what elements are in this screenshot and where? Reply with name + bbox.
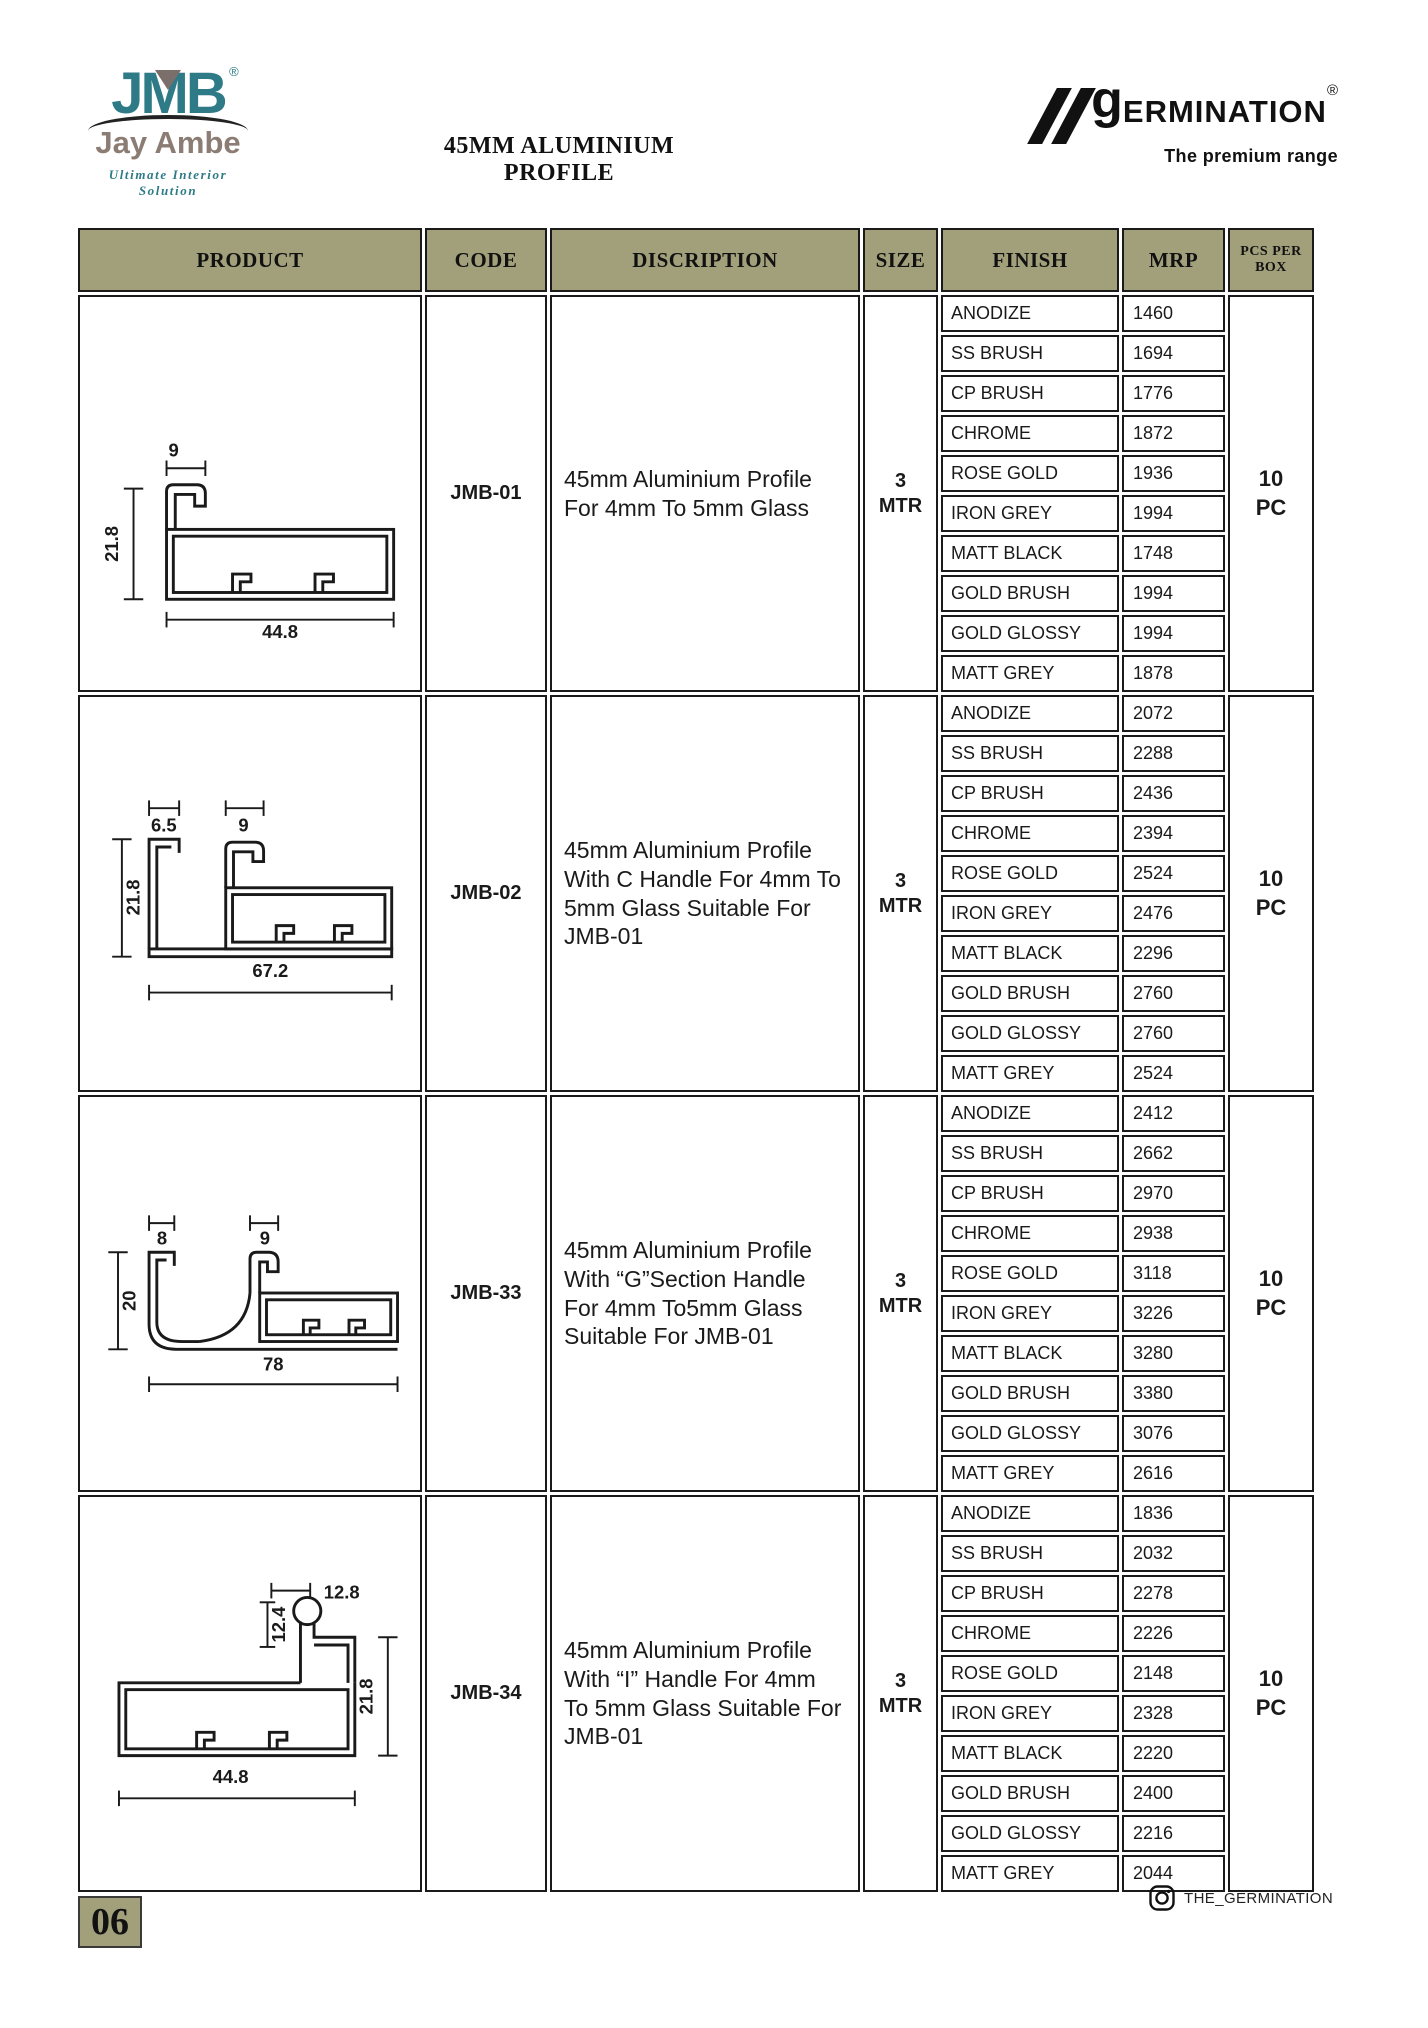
- pcs-per-box: [1228, 295, 1314, 692]
- finish-name: SS BRUSH: [951, 743, 1044, 763]
- page-number-badge: 06: [78, 1896, 142, 1948]
- mrp-value: 1836: [1133, 1503, 1174, 1523]
- mrp-value: 3226: [1133, 1303, 1174, 1323]
- finish-mrp-list: [941, 1095, 1225, 1492]
- finish-mrp-row: [941, 495, 1225, 532]
- finish-name-cell: [941, 815, 1119, 852]
- page-title: 45MM ALUMINIUM PROFILE: [443, 133, 675, 186]
- finish-name-cell: [941, 695, 1119, 732]
- finish-name: ROSE GOLD: [951, 463, 1059, 483]
- finish-mrp-row: [941, 775, 1225, 812]
- dim-label: 44.8: [212, 1765, 249, 1787]
- finish-mrp-row: [941, 735, 1225, 772]
- mrp-value-cell: [1122, 295, 1225, 332]
- finish-name: MATT GREY: [951, 1863, 1055, 1883]
- finish-mrp-list: [941, 1495, 1225, 1892]
- finish-name: CHROME: [951, 1223, 1031, 1243]
- finish-mrp-row: [941, 1615, 1225, 1652]
- dim-label: 78: [263, 1353, 284, 1375]
- size-unit: MTR: [878, 494, 923, 517]
- finish-name-cell: [941, 1215, 1119, 1252]
- mrp-value: 3118: [1133, 1263, 1172, 1283]
- mrp-value: 2524: [1133, 1063, 1174, 1083]
- pcs-value: 10: [1258, 465, 1284, 491]
- finish-mrp-list: [941, 295, 1225, 692]
- profile-drawing-jmb-02: [85, 781, 415, 1006]
- finish-mrp-row: [941, 1375, 1225, 1412]
- finish-name-cell: [941, 855, 1119, 892]
- mrp-value: 2662: [1133, 1143, 1174, 1163]
- pcs-value: 10: [1258, 1665, 1284, 1691]
- finish-name: MATT BLACK: [951, 1343, 1063, 1363]
- mrp-value-cell: [1122, 855, 1225, 892]
- jmb-logo: [82, 61, 254, 199]
- finish-mrp-row: [941, 1015, 1225, 1052]
- header-size: SIZE: [863, 228, 938, 292]
- finish-name-cell: [941, 1135, 1119, 1172]
- dim-label: 8: [156, 1227, 168, 1249]
- instagram-handle: [1148, 1884, 1333, 1912]
- instagram-handle-label: THE_GERMINATION: [1184, 1889, 1334, 1907]
- finish-name-cell: [941, 655, 1119, 692]
- finish-mrp-list: [941, 695, 1225, 1092]
- mrp-value: 1776: [1133, 383, 1174, 403]
- finish-name: MATT BLACK: [951, 943, 1063, 963]
- finish-name-cell: [941, 495, 1119, 532]
- finish-mrp-row: [941, 1295, 1225, 1332]
- finish-name-cell: [941, 575, 1119, 612]
- product-size: [863, 695, 938, 1092]
- finish-name: ANODIZE: [951, 303, 1032, 323]
- mrp-value-cell: [1122, 935, 1225, 972]
- finish-name-cell: [941, 1775, 1119, 1812]
- mrp-value: 2226: [1133, 1623, 1174, 1643]
- dim-label: 9: [238, 814, 249, 836]
- table-header-row: [78, 228, 1332, 292]
- size-value: 3: [894, 1669, 907, 1692]
- product-description: 45mm Aluminium Profile With C Handle For 4mm To 5mm Glass Suitable For JMB-01: [550, 695, 860, 1092]
- finish-name-cell: [941, 1455, 1119, 1492]
- finish-name-cell: [941, 1575, 1119, 1612]
- finish-name-cell: [941, 1055, 1119, 1092]
- finish-name-cell: [941, 1535, 1119, 1572]
- registered-mark: ®: [229, 64, 239, 79]
- finish-mrp-row: [941, 975, 1225, 1012]
- mrp-value: 1936: [1133, 463, 1174, 483]
- finish-mrp-row: [941, 895, 1225, 932]
- finish-name-cell: [941, 1655, 1119, 1692]
- pcs-unit: PC: [1255, 1294, 1287, 1320]
- mrp-value-cell: [1122, 1095, 1225, 1132]
- product-size: [863, 295, 938, 692]
- finish-name: GOLD GLOSSY: [951, 623, 1082, 643]
- mrp-value: 2394: [1133, 823, 1174, 843]
- mrp-value: 2938: [1133, 1223, 1174, 1243]
- finish-mrp-row: [941, 695, 1225, 732]
- table-row: [78, 1095, 1332, 1492]
- jmb-tagline: Ultimate Interior Solution: [108, 167, 228, 199]
- dim-label: 20: [118, 1290, 140, 1311]
- dim-label: 44.8: [262, 621, 299, 642]
- dim-label: 6.5: [151, 814, 177, 836]
- finish-mrp-row: [941, 455, 1225, 492]
- mrp-value-cell: [1122, 1175, 1225, 1212]
- dim-label: 9: [259, 1227, 270, 1249]
- mrp-value-cell: [1122, 1375, 1225, 1412]
- finish-name: CHROME: [951, 1623, 1031, 1643]
- mrp-value-cell: [1122, 1455, 1225, 1492]
- finish-mrp-row: [941, 1495, 1225, 1532]
- finish-name-cell: [941, 375, 1119, 412]
- mrp-value-cell: [1122, 1655, 1225, 1692]
- mrp-value: 1694: [1133, 343, 1174, 363]
- mrp-value-cell: [1122, 1575, 1225, 1612]
- product-drawing-cell: [78, 1495, 422, 1892]
- pcs-unit: PC: [1255, 894, 1287, 920]
- mrp-value-cell: [1122, 1015, 1225, 1052]
- pcs-per-box: [1228, 695, 1314, 1092]
- mrp-value-cell: [1122, 1495, 1225, 1532]
- finish-mrp-row: [941, 1415, 1225, 1452]
- finish-name: GOLD BRUSH: [951, 583, 1071, 603]
- mrp-value-cell: [1122, 895, 1225, 932]
- finish-name-cell: [941, 1855, 1119, 1892]
- mrp-value-cell: [1122, 1775, 1225, 1812]
- mrp-value: 3280: [1133, 1343, 1174, 1363]
- mrp-value: 1460: [1133, 303, 1174, 323]
- finish-name: CP BRUSH: [951, 383, 1044, 403]
- pcs-unit: PC: [1255, 494, 1287, 520]
- mrp-value-cell: [1122, 1295, 1225, 1332]
- finish-name: SS BRUSH: [951, 1543, 1044, 1563]
- mrp-value: 1994: [1133, 503, 1174, 523]
- finish-name: GOLD BRUSH: [951, 1783, 1071, 1803]
- finish-mrp-row: [941, 1335, 1225, 1372]
- pcs-value: 10: [1258, 865, 1284, 891]
- finish-name: IRON GREY: [951, 1303, 1053, 1323]
- finish-mrp-row: [941, 335, 1225, 372]
- mrp-value-cell: [1122, 1735, 1225, 1772]
- finish-name-cell: [941, 1695, 1119, 1732]
- finish-name: MATT GREY: [951, 663, 1055, 683]
- header-discription: DISCRIPTION: [550, 228, 860, 292]
- mrp-value: 2148: [1133, 1663, 1174, 1683]
- finish-name-cell: [941, 775, 1119, 812]
- mrp-value-cell: [1122, 1255, 1225, 1292]
- finish-name-cell: [941, 1095, 1119, 1132]
- size-unit: MTR: [878, 1694, 923, 1717]
- finish-mrp-row: [941, 1055, 1225, 1092]
- mrp-value-cell: [1122, 575, 1225, 612]
- product-drawing-cell: [78, 295, 422, 692]
- finish-mrp-row: [941, 1815, 1225, 1852]
- header-code: CODE: [425, 228, 547, 292]
- mrp-value: 2760: [1133, 983, 1174, 1003]
- mrp-value-cell: [1122, 1815, 1225, 1852]
- finish-mrp-row: [941, 655, 1225, 692]
- mrp-value: 2616: [1133, 1463, 1174, 1483]
- finish-name-cell: [941, 295, 1119, 332]
- dim-label: 67.2: [252, 959, 289, 981]
- finish-mrp-row: [941, 1455, 1225, 1492]
- product-size: [863, 1495, 938, 1892]
- mrp-value-cell: [1122, 1215, 1225, 1252]
- mrp-value-cell: [1122, 335, 1225, 372]
- finish-name-cell: [941, 1815, 1119, 1852]
- mrp-value: 2220: [1133, 1743, 1174, 1763]
- finish-mrp-row: [941, 1135, 1225, 1172]
- finish-name: SS BRUSH: [951, 1143, 1044, 1163]
- mrp-value: 1872: [1133, 423, 1174, 443]
- finish-name: CHROME: [951, 823, 1031, 843]
- finish-mrp-row: [941, 1655, 1225, 1692]
- dim-label: 9: [168, 440, 179, 462]
- mrp-value-cell: [1122, 1055, 1225, 1092]
- finish-mrp-row: [941, 575, 1225, 612]
- finish-name: GOLD BRUSH: [951, 1383, 1071, 1403]
- mrp-value-cell: [1122, 1615, 1225, 1652]
- registered-mark: ®: [1326, 82, 1338, 99]
- finish-name-cell: [941, 1415, 1119, 1452]
- finish-mrp-row: [941, 1775, 1225, 1812]
- mrp-value: 2328: [1133, 1703, 1174, 1723]
- finish-name-cell: [941, 1495, 1119, 1532]
- finish-name: ROSE GOLD: [951, 1263, 1059, 1283]
- mrp-value: 1994: [1133, 623, 1174, 643]
- finish-name-cell: [941, 535, 1119, 572]
- jmb-company-name: Jay Ambe: [95, 125, 241, 161]
- mrp-value: 2072: [1133, 703, 1174, 723]
- finish-name: ANODIZE: [951, 703, 1032, 723]
- product-code: JMB-34: [425, 1495, 547, 1892]
- jmb-logo-text: JMB: [111, 61, 225, 126]
- finish-mrp-row: [941, 615, 1225, 652]
- mrp-value: 2216: [1133, 1823, 1174, 1843]
- header-pcs-per-box: PCS PER BOX: [1228, 228, 1314, 292]
- finish-name: CP BRUSH: [951, 1583, 1044, 1603]
- price-table: [78, 228, 1332, 1895]
- finish-name: GOLD BRUSH: [951, 983, 1071, 1003]
- mrp-value: 1878: [1133, 663, 1174, 683]
- mrp-value: 2412: [1133, 1103, 1174, 1123]
- finish-name: IRON GREY: [951, 1703, 1053, 1723]
- mrp-value-cell: [1122, 975, 1225, 1012]
- germination-logo: [988, 71, 1338, 167]
- dim-label: 21.8: [122, 879, 144, 916]
- finish-mrp-row: [941, 535, 1225, 572]
- product-description: 45mm Aluminium Profile With “G”Section Handle For 4mm To5mm Glass Suitable For JMB-01: [550, 1095, 860, 1492]
- profile-drawing-jmb-34: [85, 1579, 415, 1808]
- product-description: 45mm Aluminium Profile With “I” Handle For 4mm To 5mm Glass Suitable For JMB-01: [550, 1495, 860, 1892]
- finish-name: GOLD GLOSSY: [951, 1423, 1082, 1443]
- table-row: [78, 295, 1332, 692]
- finish-name-cell: [941, 335, 1119, 372]
- product-code: JMB-02: [425, 695, 547, 1092]
- finish-mrp-row: [941, 855, 1225, 892]
- mrp-value: 2032: [1133, 1543, 1174, 1563]
- finish-mrp-row: [941, 1575, 1225, 1612]
- finish-name: MATT GREY: [951, 1463, 1055, 1483]
- mrp-value: 2476: [1133, 903, 1174, 923]
- mrp-value: 2288: [1133, 743, 1174, 763]
- finish-mrp-row: [941, 1175, 1225, 1212]
- mrp-value-cell: [1122, 735, 1225, 772]
- size-value: 3: [894, 469, 907, 492]
- size-unit: MTR: [878, 894, 923, 917]
- pcs-unit: PC: [1255, 1694, 1287, 1720]
- finish-mrp-row: [941, 1535, 1225, 1572]
- mrp-value-cell: [1122, 1135, 1225, 1172]
- finish-mrp-row: [941, 1735, 1225, 1772]
- size-unit: MTR: [878, 1294, 923, 1317]
- profile-drawing-jmb-33: [85, 1194, 415, 1394]
- product-size: [863, 1095, 938, 1492]
- mrp-value: 2278: [1133, 1583, 1174, 1603]
- mrp-value-cell: [1122, 495, 1225, 532]
- mrp-value-cell: [1122, 815, 1225, 852]
- finish-mrp-row: [941, 1255, 1225, 1292]
- finish-name-cell: [941, 895, 1119, 932]
- germination-tagline: The premium range: [1164, 146, 1338, 166]
- finish-name-cell: [941, 735, 1119, 772]
- mrp-value-cell: [1122, 615, 1225, 652]
- mrp-value: 2044: [1133, 1863, 1174, 1883]
- product-code: JMB-01: [425, 295, 547, 692]
- finish-name-cell: [941, 455, 1119, 492]
- mrp-value-cell: [1122, 1695, 1225, 1732]
- finish-name: IRON GREY: [951, 503, 1053, 523]
- dim-label: 21.8: [355, 1678, 377, 1715]
- mrp-value-cell: [1122, 775, 1225, 812]
- finish-mrp-row: [941, 815, 1225, 852]
- mrp-value-cell: [1122, 1535, 1225, 1572]
- finish-name: MATT BLACK: [951, 1743, 1063, 1763]
- finish-name-cell: [941, 415, 1119, 452]
- mrp-value: 2524: [1133, 863, 1174, 883]
- finish-name: MATT GREY: [951, 1063, 1055, 1083]
- mrp-value: 2760: [1133, 1023, 1174, 1043]
- finish-name-cell: [941, 975, 1119, 1012]
- size-value: 3: [894, 1269, 907, 1292]
- finish-name: CP BRUSH: [951, 1183, 1044, 1203]
- header-finish: FINISH: [941, 228, 1119, 292]
- mrp-value: 2970: [1133, 1183, 1174, 1203]
- finish-name-cell: [941, 615, 1119, 652]
- jmb-triangle-icon: [155, 70, 181, 90]
- header-mrp: MRP: [1122, 228, 1225, 292]
- finish-name: CP BRUSH: [951, 783, 1044, 803]
- product-description: 45mm Aluminium Profile For 4mm To 5mm Glass: [550, 295, 860, 692]
- finish-name-cell: [941, 1255, 1119, 1292]
- finish-name: IRON GREY: [951, 903, 1053, 923]
- mrp-value: 1748: [1133, 543, 1174, 563]
- mrp-value: 3076: [1133, 1423, 1174, 1443]
- mrp-value: 2296: [1133, 943, 1174, 963]
- dim-label: 21.8: [101, 526, 123, 563]
- finish-name-cell: [941, 1335, 1119, 1372]
- jmb-logo-mark: [111, 61, 239, 126]
- finish-name-cell: [941, 1735, 1119, 1772]
- mrp-value-cell: [1122, 655, 1225, 692]
- table-row: [78, 695, 1332, 1092]
- finish-name: SS BRUSH: [951, 343, 1044, 363]
- finish-name: CHROME: [951, 423, 1031, 443]
- dim-label: 12.4: [267, 1606, 289, 1643]
- mrp-value: 2400: [1133, 1783, 1174, 1803]
- mrp-value-cell: [1122, 455, 1225, 492]
- table-row: [78, 1495, 1332, 1892]
- finish-name: ANODIZE: [951, 1503, 1032, 1523]
- finish-name: ANODIZE: [951, 1103, 1032, 1123]
- mrp-value: 1994: [1133, 583, 1174, 603]
- size-value: 3: [894, 869, 907, 892]
- double-slash-icon: [1042, 88, 1081, 144]
- finish-name: MATT BLACK: [951, 543, 1063, 563]
- mrp-value-cell: [1122, 695, 1225, 732]
- finish-name-cell: [941, 1175, 1119, 1212]
- finish-mrp-row: [941, 1695, 1225, 1732]
- finish-name: GOLD GLOSSY: [951, 1823, 1082, 1843]
- mrp-value-cell: [1122, 415, 1225, 452]
- finish-mrp-row: [941, 295, 1225, 332]
- product-code: JMB-33: [425, 1095, 547, 1492]
- finish-name: ROSE GOLD: [951, 1663, 1059, 1683]
- product-drawing-cell: [78, 695, 422, 1092]
- finish-mrp-row: [941, 415, 1225, 452]
- pcs-value: 10: [1258, 1265, 1284, 1291]
- header-product: PRODUCT: [78, 228, 422, 292]
- finish-name-cell: [941, 1295, 1119, 1332]
- finish-mrp-row: [941, 1095, 1225, 1132]
- finish-mrp-row: [941, 1215, 1225, 1252]
- germination-name: ERMINATION: [1122, 94, 1327, 129]
- mrp-value: 3380: [1133, 1383, 1174, 1403]
- finish-name-cell: [941, 935, 1119, 972]
- mrp-value: 2436: [1133, 783, 1174, 803]
- mrp-value-cell: [1122, 1335, 1225, 1372]
- instagram-icon: [1148, 1884, 1176, 1912]
- finish-name: GOLD GLOSSY: [951, 1023, 1082, 1043]
- mrp-value-cell: [1122, 535, 1225, 572]
- profile-drawing-jmb-01: [85, 345, 415, 641]
- germination-g: g: [1091, 71, 1123, 129]
- mrp-value-cell: [1122, 1415, 1225, 1452]
- dim-label: 12.8: [323, 1581, 360, 1603]
- pcs-per-box: [1228, 1095, 1314, 1492]
- finish-name-cell: [941, 1375, 1119, 1412]
- mrp-value-cell: [1122, 375, 1225, 412]
- finish-mrp-row: [941, 375, 1225, 412]
- finish-name: ROSE GOLD: [951, 863, 1059, 883]
- pcs-per-box: [1228, 1495, 1314, 1892]
- finish-name-cell: [941, 1615, 1119, 1652]
- finish-name-cell: [941, 1015, 1119, 1052]
- finish-mrp-row: [941, 935, 1225, 972]
- product-drawing-cell: [78, 1095, 422, 1492]
